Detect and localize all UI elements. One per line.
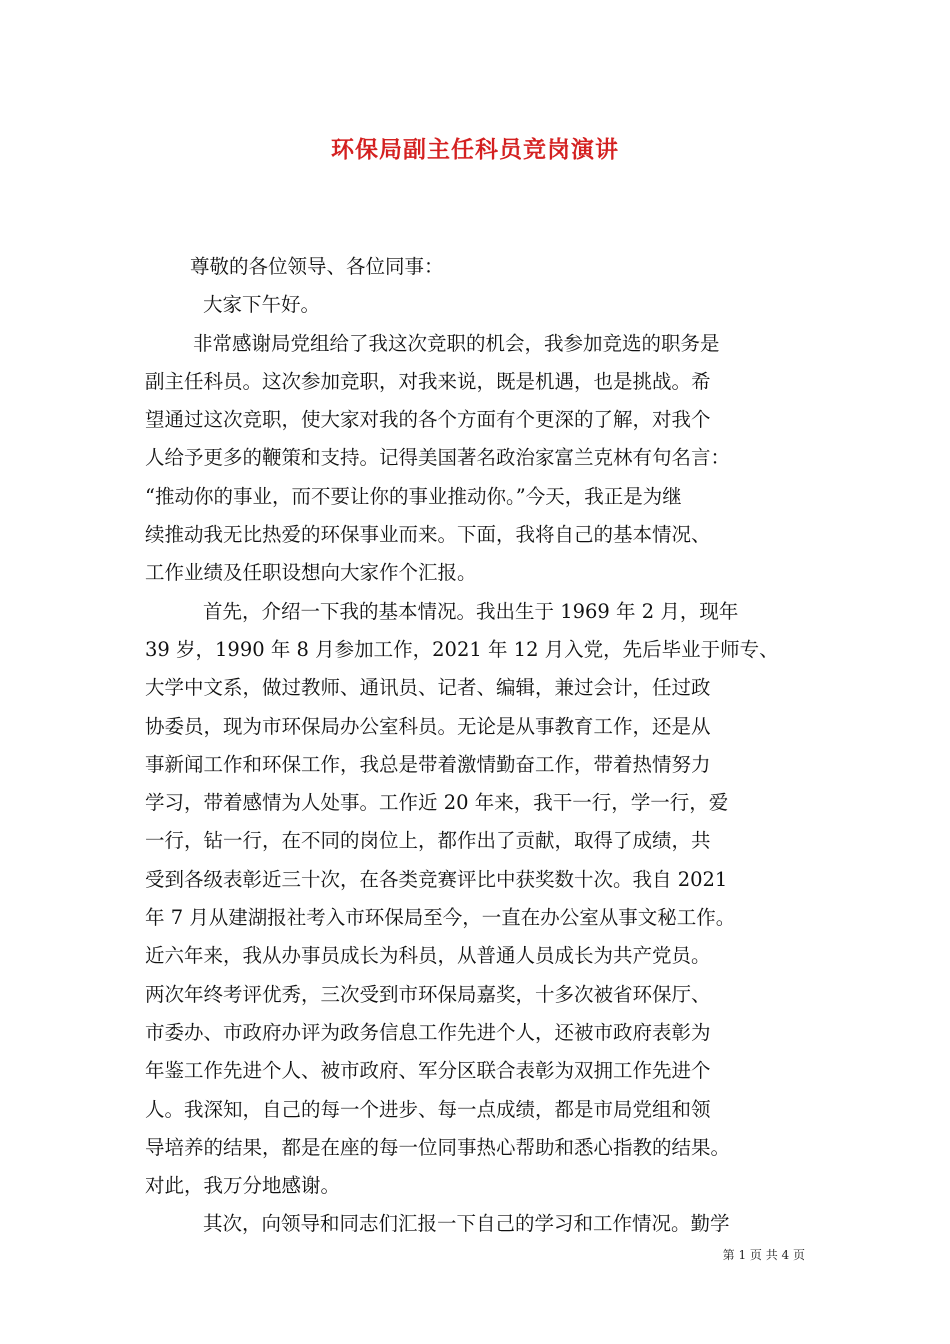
text-line: 其次，向领导和同志们汇报一下自己的学习和工作情况。勤学 [203,1212,730,1236]
greeting-line: 尊敬的各位领导、各位同事： [190,255,444,278]
document-body [145,248,815,1244]
paragraph-2 [145,593,815,1206]
text-line: 大学中文系，做过教师、通讯员、记者、编辑，兼过会计，任过政 [145,676,711,700]
salutation-line: 大家下午好。 [203,293,321,317]
page-number: 第 1 页 共 4 页 [722,1248,805,1262]
paragraph-1 [145,325,815,593]
text-line: 协委员，现为市环保局办公室科员。无论是从事教育工作，还是从 [145,714,711,738]
text-line: 副主任科员。这次参加竞职，对我来说，既是机遇，也是挑战。希 [145,369,711,393]
text-line: 非常感谢局党组给了我这次竞职的机会，我参加竞选的职务是 [193,331,720,355]
text-line: 一行，钻一行，在不同的岗位上，都作出了贡献，取得了成绩，共 [145,829,711,853]
paragraph-3 [145,1205,815,1243]
text-line: 导培养的结果，都是在座的每一位同事热心帮助和悉心指教的结果。 [145,1135,731,1159]
text-line: 事新闻工作和环保工作，我总是带着激情勤奋工作，带着热情努力 [145,752,711,776]
text-line: 受到各级表彰近三十次，在各类竞赛评比中获奖数十次。我自 2021 [145,867,728,891]
text-line: 望通过这次竞职，使大家对我的各个方面有个更深的了解，对我个 [145,408,711,432]
text-line: 两次年终考评优秀，三次受到市环保局嘉奖，十多次被省环保厅、 [145,982,711,1006]
text-line: 39 岁，1990 年 8 月参加工作，2021 年 12 月入党，先后毕业于师专、 [145,637,779,661]
text-line: 学习，带着感情为人处事。工作近 20 年来，我干一行，学一行，爱 [145,791,729,815]
text-line: 续推动我无比热爱的环保事业而来。下面，我将自己的基本情况、 [145,523,711,547]
text-line: 近六年来，我从办事员成长为科员，从普通人员成长为共产党员。 [145,944,711,968]
text-line: 市委办、市政府办评为政务信息工作先进个人，还被市政府表彰为 [145,1020,711,1044]
text-line: “推动你的事业，而不要让你的事业推动你。”今天，我正是为继 [145,484,682,508]
document-title: 环保局副主任科员竞岗演讲 [331,136,619,163]
text-line: 首先，介绍一下我的基本情况。我出生于 1969 年 2 月，现年 [203,599,739,623]
text-line: 人。我深知，自己的每一个进步、每一点成绩，都是市局党组和领 [145,1097,711,1121]
text-line: 对此，我万分地感谢。 [145,1174,341,1198]
text-line: 人给予更多的鞭策和支持。记得美国著名政治家富兰克林有句名言： [145,446,731,470]
text-line: 年 7 月从建湖报社考入市环保局至今，一直在办公室从事文秘工作。 [145,906,736,930]
text-line: 工作业绩及任职设想向大家作个汇报。 [145,561,477,585]
text-line: 年鉴工作先进个人、被市政府、军分区联合表彰为双拥工作先进个 [145,1059,711,1083]
